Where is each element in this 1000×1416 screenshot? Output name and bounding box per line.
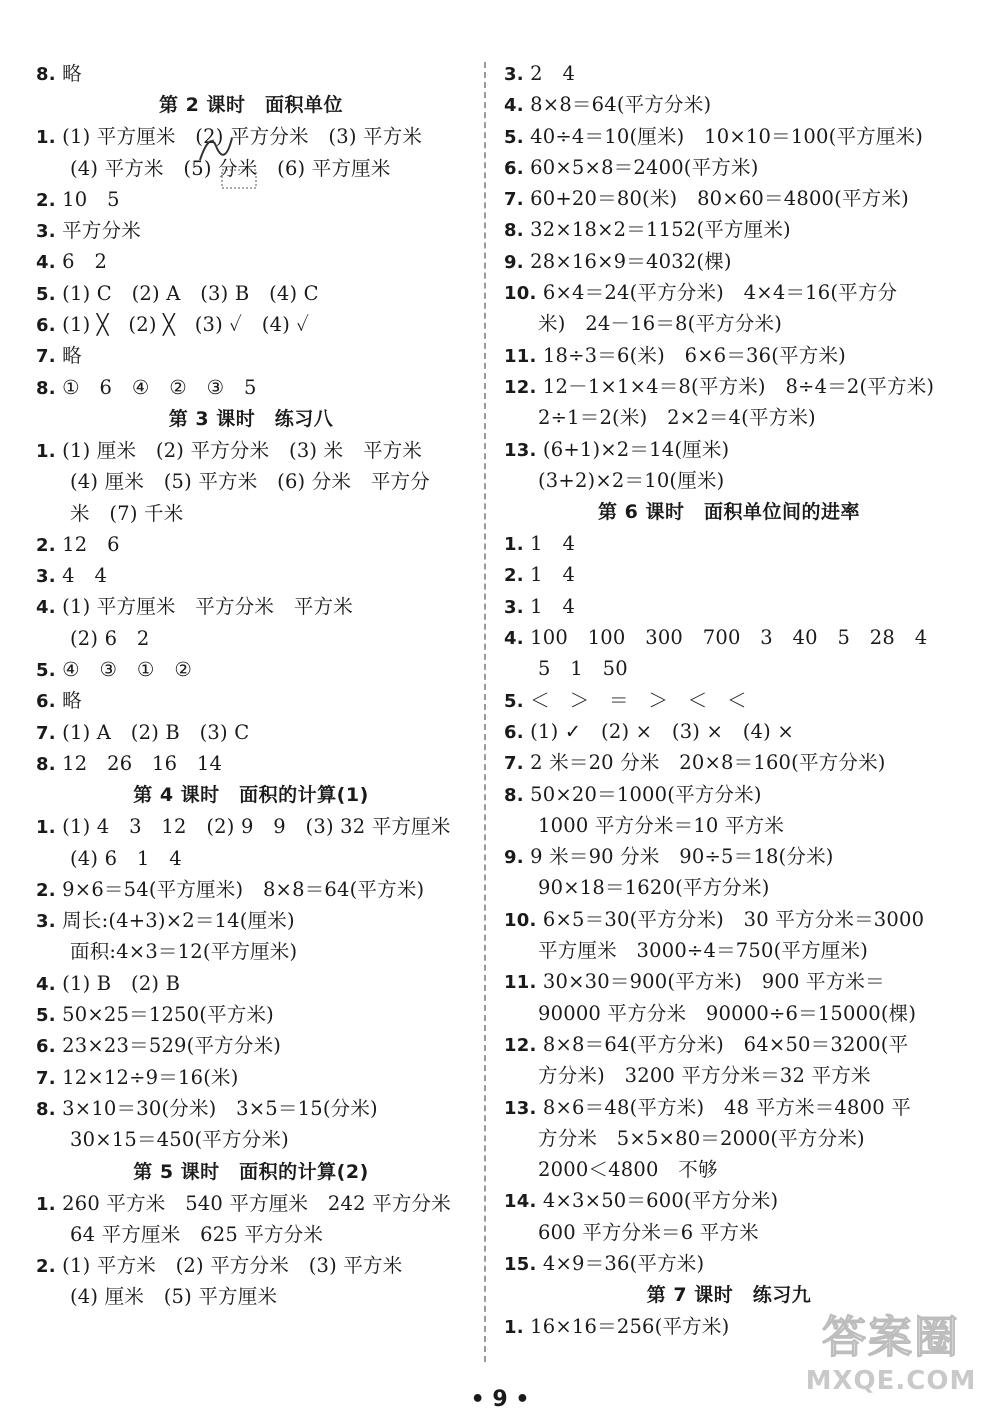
answer-text: 米 (7) 千米 <box>70 501 184 525</box>
answer-text: (1) 平方厘米 (2) 平方分米 (3) 平方米 <box>62 125 423 149</box>
answer-text: 23×23＝529(平方分米) <box>62 1034 282 1058</box>
answer-text: 略 <box>62 344 82 368</box>
answer-continuation <box>504 465 954 496</box>
answer-continuation <box>36 936 466 967</box>
answer-item <box>36 435 466 466</box>
answer-text: 2÷1＝2(米) 2×2＝4(平方米) <box>538 406 816 430</box>
question-number: 2. <box>36 534 56 556</box>
answer-item <box>36 1062 466 1093</box>
column-divider <box>484 62 486 1362</box>
question-number: 5. <box>36 1005 56 1027</box>
question-number: 4. <box>504 628 524 650</box>
answer-continuation <box>504 1217 954 1248</box>
answer-continuation <box>36 1281 466 1312</box>
answer-item <box>504 246 954 277</box>
question-number: 2. <box>36 879 56 901</box>
site-watermark <box>796 1312 986 1406</box>
answer-item <box>504 716 954 747</box>
answer-text: 50×20＝1000(平方分米) <box>530 782 762 806</box>
answer-item <box>504 966 954 997</box>
question-number: 4. <box>36 973 56 995</box>
question-number: 6. <box>36 315 56 337</box>
answer-text: 方分米) 3200 平方分米＝32 平方米 <box>538 1064 871 1088</box>
answer-continuation <box>504 872 954 903</box>
answer-continuation <box>36 466 466 497</box>
answer-text: 4×9＝36(平方米) <box>542 1251 705 1275</box>
answer-item <box>36 278 466 309</box>
question-number: 10. <box>504 283 537 305</box>
answer-text: 6×5＝30(平方分米) 30 平方分米＝3000 <box>542 907 925 931</box>
answer-text: (1) 4 3 12 (2) 9 9 (3) 32 平方厘米 <box>62 815 451 839</box>
answer-text: 32×18×2＝1152(平方厘米) <box>530 218 791 242</box>
answer-text: (4) 厘米 (5) 平方厘米 <box>70 1285 278 1309</box>
question-number: 13. <box>504 1097 537 1119</box>
question-number: 9. <box>504 251 524 273</box>
question-number: 11. <box>504 972 537 994</box>
answer-item <box>504 340 954 371</box>
answer-text: 50×25＝1250(平方米) <box>62 1003 274 1027</box>
answer-text: (1) C (2) A (3) B (4) C <box>62 281 319 305</box>
answer-text: (2) 6 2 <box>70 626 150 650</box>
answer-text: 18÷3＝6(米) 6×6＝36(平方米) <box>542 343 846 367</box>
answer-text: 10 5 <box>62 187 120 211</box>
answer-item <box>504 591 954 622</box>
question-number: 2. <box>36 189 56 211</box>
answer-item <box>504 89 954 120</box>
answer-item <box>504 1248 954 1279</box>
answer-text: ＜ ＞ ＝ ＞ ＜ ＜ <box>530 688 747 712</box>
answer-text: 8×8＝64(平方分米) <box>530 93 712 117</box>
answer-text: 90×18＝1620(平方分米) <box>538 876 770 900</box>
answer-text: (1) 平方米 (2) 平方分米 (3) 平方米 <box>62 1254 403 1278</box>
answer-item <box>36 215 466 246</box>
answer-text: 3×10＝30(分米) 3×5＝15(分米) <box>62 1096 378 1120</box>
section-heading: 第 5 课时 面积的计算(2) <box>133 1160 369 1183</box>
answer-text: 260 平方米 540 平方厘米 242 平方分米 <box>62 1191 451 1215</box>
question-number: 4. <box>36 252 56 274</box>
answer-item <box>504 779 954 810</box>
answer-text: 8×6＝48(平方米) 48 平方米＝4800 平 <box>542 1095 911 1119</box>
answer-item <box>36 685 466 716</box>
answer-text: (1) 厘米 (2) 平方分米 (3) 米 平方米 <box>62 438 423 462</box>
question-number: 4. <box>36 597 56 619</box>
answer-text: (4) 6 1 4 <box>70 846 182 870</box>
ink-stamp-mark <box>220 166 260 192</box>
answer-item <box>504 58 954 89</box>
answer-item <box>504 121 954 152</box>
answer-text: (3+2)×2＝10(厘米) <box>538 468 725 492</box>
answer-text: 2 4 <box>530 62 576 85</box>
answer-text: (1) A (2) B (3) C <box>62 720 250 744</box>
question-number: 6. <box>504 721 524 743</box>
question-number: 7. <box>36 346 56 368</box>
answer-text: 1 4 <box>530 532 576 556</box>
answer-continuation <box>504 1154 954 1185</box>
answer-text: 平方分米 <box>62 219 141 243</box>
question-number: 3. <box>36 221 56 243</box>
answer-continuation <box>504 308 954 339</box>
answer-text: 9 米＝90 分米 90÷5＝18(分米) <box>530 845 834 869</box>
answer-text: (4) 厘米 (5) 平方米 (6) 分米 平方分 <box>70 470 430 494</box>
answer-item <box>36 529 466 560</box>
answer-text: (1) ╳ (2) ╳ (3) ✓ (4) ✓ <box>62 313 310 337</box>
question-number: 5. <box>36 283 56 305</box>
answer-text: 4 4 <box>62 564 108 588</box>
answer-text: (4) 平方米 (5) 分米 (6) 平方厘米 <box>70 156 391 180</box>
answer-item <box>36 968 466 999</box>
answer-item <box>504 183 954 214</box>
question-number: 8. <box>504 220 524 242</box>
answer-item <box>36 1250 466 1281</box>
answer-text: 9×6＝54(平方厘米) 8×8＝64(平方米) <box>62 877 425 901</box>
left-column <box>36 58 466 1313</box>
answer-text: 12 26 16 14 <box>62 751 223 775</box>
pen-scribble-mark <box>196 132 236 166</box>
question-number: 3. <box>504 596 524 618</box>
question-number: 1. <box>504 534 524 556</box>
answer-item <box>36 372 466 403</box>
question-number: 14. <box>504 1191 537 1213</box>
answer-text: 方分米 5×5×80＝2000(平方分米) <box>538 1126 865 1150</box>
answer-item <box>504 371 954 402</box>
answer-text: (6+1)×2＝14(厘米) <box>542 437 730 461</box>
answer-text: 30×30＝900(平方米) 900 平方米＝ <box>542 970 885 994</box>
answer-continuation <box>504 935 954 966</box>
section-heading: 第 2 课时 面积单位 <box>159 94 343 117</box>
answer-text: 1000 平方分米＝10 平方米 <box>538 813 785 837</box>
question-number: 1. <box>504 1317 524 1339</box>
question-number: 6. <box>36 1036 56 1058</box>
answer-text: ④ ③ ① ② <box>62 658 192 682</box>
answer-item <box>36 748 466 779</box>
answer-text: 60×5×8＝2400(平方米) <box>530 155 759 179</box>
answer-continuation <box>36 498 466 529</box>
answer-text: (1) 平方厘米 平方分米 平方米 <box>62 595 353 619</box>
answer-text: 面积:4×3＝12(平方厘米) <box>70 940 298 964</box>
question-number: 10. <box>504 909 537 931</box>
question-number: 11. <box>504 345 537 367</box>
section-heading: 第 6 课时 面积单位间的进率 <box>598 501 860 524</box>
answer-text: 1 4 <box>530 594 576 618</box>
answer-text: 64 平方厘米 625 平方分米 <box>70 1222 324 1246</box>
answer-continuation <box>504 1060 954 1091</box>
answer-text: 12 6 <box>62 532 120 556</box>
question-number: 7. <box>36 722 56 744</box>
page-number: • 9 • <box>470 1387 530 1412</box>
answer-continuation <box>36 1124 466 1155</box>
question-number: 9. <box>504 847 524 869</box>
answer-text: 600 平方分米＝6 平方米 <box>538 1220 759 1244</box>
answer-item <box>504 214 954 245</box>
answer-item <box>504 434 954 465</box>
question-number: 5. <box>504 126 524 148</box>
answer-text: 2 米＝20 分米 20×8＝160(平方分米) <box>530 751 886 775</box>
answer-text: 16×16＝256(平方米) <box>530 1315 730 1339</box>
answer-continuation <box>504 810 954 841</box>
answer-text: 28×16×9＝4032(棵) <box>530 249 732 273</box>
answer-text: 米) 24－16＝8(平方分米) <box>538 312 783 336</box>
answer-text: 30×15＝450(平方分米) <box>70 1128 289 1152</box>
section-heading: 第 7 课时 练习九 <box>646 1284 812 1307</box>
question-number: 8. <box>36 377 56 399</box>
answer-text: 40÷4＝10(厘米) 10×10＝100(平方厘米) <box>530 124 924 148</box>
answer-continuation <box>36 623 466 654</box>
question-number: 12. <box>504 1034 537 1056</box>
answer-text: 4×3×50＝600(平方分米) <box>542 1189 779 1213</box>
question-number: 7. <box>504 189 524 211</box>
section-heading: 第 3 课时 练习八 <box>168 407 334 430</box>
answer-item <box>504 622 954 653</box>
answer-item <box>36 905 466 936</box>
answer-item <box>504 841 954 872</box>
question-number: 6. <box>504 157 524 179</box>
answer-item <box>36 1188 466 1219</box>
question-number: 8. <box>504 784 524 806</box>
answer-text: 6×4＝24(平方分米) 4×4＝16(平方分 <box>542 281 898 305</box>
answer-continuation <box>504 402 954 433</box>
answer-item <box>504 1185 954 1216</box>
answer-item <box>504 528 954 559</box>
answer-item <box>36 309 466 340</box>
answer-continuation <box>504 653 954 684</box>
answer-item <box>504 904 954 935</box>
answer-continuation <box>504 1123 954 1154</box>
answer-text: 略 <box>62 62 82 85</box>
answer-text: 60+20＝80(米) 80×60＝4800(平方米) <box>530 187 909 211</box>
answer-item <box>36 654 466 685</box>
question-number: 8. <box>36 753 56 775</box>
section-heading: 第 4 课时 面积的计算(1) <box>133 784 369 807</box>
answer-item <box>36 246 466 277</box>
answer-item <box>36 1093 466 1124</box>
answer-item <box>504 152 954 183</box>
answer-text: 1 4 <box>530 563 576 587</box>
answer-item <box>36 811 466 842</box>
question-number: 8. <box>36 1098 56 1120</box>
answer-text: 周长:(4+3)×2＝14(厘米) <box>62 909 295 933</box>
question-number: 6. <box>36 691 56 713</box>
answer-text: 12－1×1×4＝8(平方米) 8÷4＝2(平方米) <box>542 374 935 398</box>
question-number: 8. <box>36 64 56 85</box>
question-number: 5. <box>504 690 524 712</box>
question-number: 3. <box>36 911 56 933</box>
answer-text: (1) B (2) B <box>62 971 181 995</box>
answer-item <box>504 747 954 778</box>
question-number: 1. <box>36 440 56 462</box>
answer-item <box>504 1029 954 1060</box>
answer-text: 2000＜4800 不够 <box>538 1158 718 1182</box>
question-number: 7. <box>504 753 524 775</box>
answer-text: (1) ✓ (2) × (3) × (4) × <box>530 719 794 743</box>
watermark-logo-text: 答案圈 <box>822 1312 960 1363</box>
answer-item <box>36 560 466 591</box>
question-number: 13. <box>504 439 537 461</box>
answer-item <box>36 121 466 152</box>
question-number: 7. <box>36 1067 56 1089</box>
answer-continuation <box>36 1219 466 1250</box>
question-number: 1. <box>36 127 56 149</box>
answer-item <box>36 717 466 748</box>
answer-item <box>36 999 466 1030</box>
answer-text: 6 2 <box>62 250 108 274</box>
answer-item <box>36 874 466 905</box>
answer-item <box>36 340 466 371</box>
answer-continuation <box>36 843 466 874</box>
answer-item <box>504 277 954 308</box>
answer-text: 8×8＝64(平方分米) 64×50＝3200(平 <box>542 1032 909 1056</box>
question-number: 3. <box>36 566 56 588</box>
answer-continuation <box>504 998 954 1029</box>
question-number: 5. <box>36 660 56 682</box>
answer-text: 12×12÷9＝16(米) <box>62 1065 239 1089</box>
answer-text: 平方厘米 3000÷4＝750(平方厘米) <box>538 939 869 963</box>
question-number: 1. <box>36 1193 56 1215</box>
watermark-url: MXQE.COM <box>805 1366 977 1396</box>
answer-item <box>36 1030 466 1061</box>
answer-text: 5 1 50 <box>538 657 628 681</box>
answer-item <box>36 58 466 89</box>
question-number: 1. <box>36 817 56 839</box>
right-column <box>504 58 954 1343</box>
answer-item <box>504 685 954 716</box>
answer-text: 100 100 300 700 3 40 5 28 4 <box>530 626 928 650</box>
question-number: 12. <box>504 376 537 398</box>
question-number: 2. <box>36 1256 56 1278</box>
answer-item <box>504 1092 954 1123</box>
answer-text: ① 6 ④ ② ③ 5 <box>62 375 257 399</box>
question-number: 4. <box>504 95 524 117</box>
question-number: 15. <box>504 1253 537 1275</box>
question-number: 3. <box>504 64 524 85</box>
answer-text: 90000 平方分米 90000÷6＝15000(棵) <box>538 1001 917 1025</box>
answer-item <box>504 559 954 590</box>
answer-item <box>36 591 466 622</box>
answer-text: 略 <box>62 689 82 713</box>
question-number: 2. <box>504 565 524 587</box>
